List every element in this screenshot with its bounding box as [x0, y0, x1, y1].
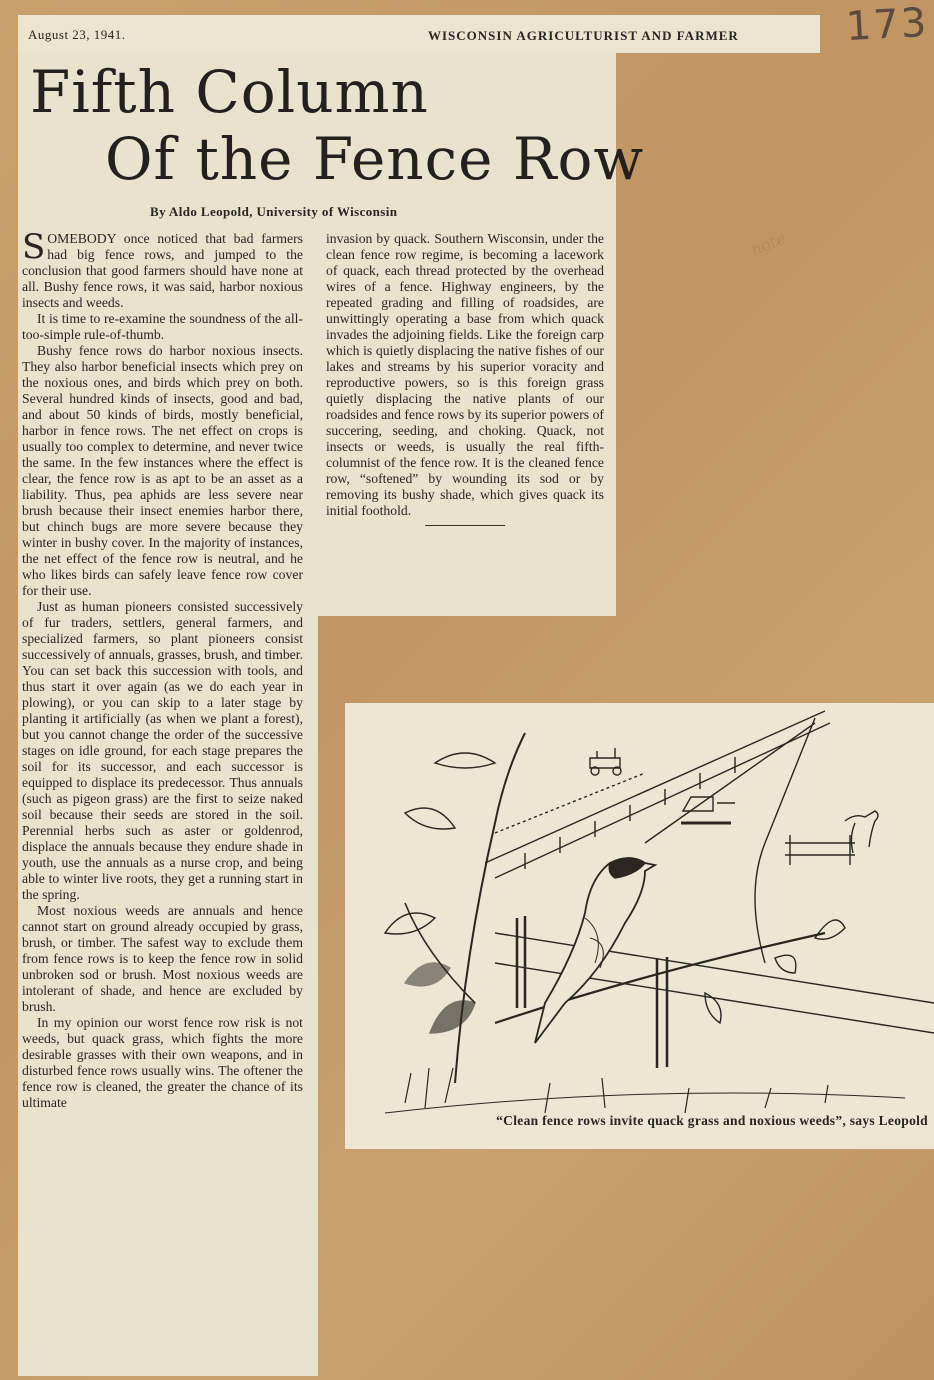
paragraph: Most noxious weeds are annuals and hence cannot start on ground already occupied by grass, brush, or timber. The safest way to exclude them from fence rows is to keep the fence row in solid unbroken sod or brush. Most noxious weeds are intolerant of shade, and hence are excluded by brush.: [22, 903, 303, 1014]
paragraph: Bushy fence rows do harbor noxious insects. They also harbor beneficial insects which prey on the noxious ones, and birds which prey on both. Several hundred kinds of insects, good and bad, and about 50 kinds of birds, mostly beneficial, harbor in fence rows. The net effect on crops is usually too complex to determine, and never twice the same. In the few instances where the effect is clear, the fence row is as apt to be an asset as a liability. Thus, pea aphids are less severe near brush because their insect enemies harbor there, but chinch bugs are more severe because they winter in bushy cover. In the majority of instances, the net effect of the fence row is neutral, and he who likes birds can safely leave fence row cover for their use.: [22, 343, 303, 598]
headline-line-1: Fifth Column: [30, 58, 429, 126]
headline-line-2: Of the Fence Row: [105, 125, 645, 193]
paragraph-text: OMEBODY once noticed that bad farmers had big fence rows, and jumped to the conclusion that good farmers should have none at all. Bushy fence rows, it was said, harbor noxious insects and weeds.: [22, 231, 303, 310]
article-column-1: [22, 227, 303, 1111]
drop-cap: S: [22, 227, 46, 267]
publication-name: WISCONSIN AGRICULTURIST AND FARMER: [428, 28, 739, 43]
paragraph: [22, 227, 303, 311]
illustration-caption: “Clean fence rows invite quack grass and noxious weeds”, says Leopold: [496, 1113, 928, 1128]
end-rule: [425, 525, 505, 526]
handwritten-page-number: 173: [844, 0, 930, 51]
byline: By Aldo Leopold, University of Wisconsin: [150, 204, 398, 219]
paragraph: It is time to re-examine the soundness of the all-too-simple rule-of-thumb.: [22, 311, 303, 342]
pencil-margin-note: note: [748, 228, 789, 260]
paragraph: invasion by quack. Southern Wisconsin, under the clean fence row regime, is becoming a lacework of quack, each thread protected by the overhead wires of a fence. Highway engineers, by the repeated grading and filling of roadsides, are unwittingly operating a base from which quack invades the adjoining fields. Like the foreign carp which is quietly displacing the native fishes of our lakes and streams by his superior voracity and reproductive powers, so is this foreign grass quietly displacing the native plants of our roadsides and fence rows by its superior powers of succering, seeding, and choking. Quack, not insects or weeds, is usually the real fifth-columnist of the fence row. It is the cleaned fence row, “softened” by wounding its sod or by removing its bushy shade, which gives quack its initial foothold.: [326, 231, 604, 518]
paragraph: Just as human pioneers consisted successively of fur traders, settlers, general farmers, and specialized farmers, so plant pioneers consist successively of annuals, grasses, brush, and timber. You can set back this succession with tools, and thus start it over again (as we do each year in plowing), or you can skip to a later stage by planting it artificially (as when we plant a forest), but you cannot change the order of the successive stages on idle ground, for each stage prepares the soil for its successor, and each successor is equipped to displace its predecessor. Thus annuals (such as pigeon grass) are the first to seize naked soil because their seeds are stored in the soil. Perennial herbs such as aster or goldenrod, displace the annuals because they endure shade in youth, use the annuals as a nurse crop, and being able to winter live roots, they get a running start in the spring.: [22, 599, 303, 902]
paragraph: In my opinion our worst fence row risk is not weeds, but quack grass, which fights the more desirable grasses with their own weapons, and in disturbed fence rows usually wins. The oftener the fence row is cleaned, the greater the chance of its ultimate: [22, 1015, 303, 1110]
bird-on-fence-illustration: [345, 703, 934, 1149]
issue-date: August 23, 1941.: [28, 27, 126, 42]
article-column-2: [326, 231, 604, 526]
